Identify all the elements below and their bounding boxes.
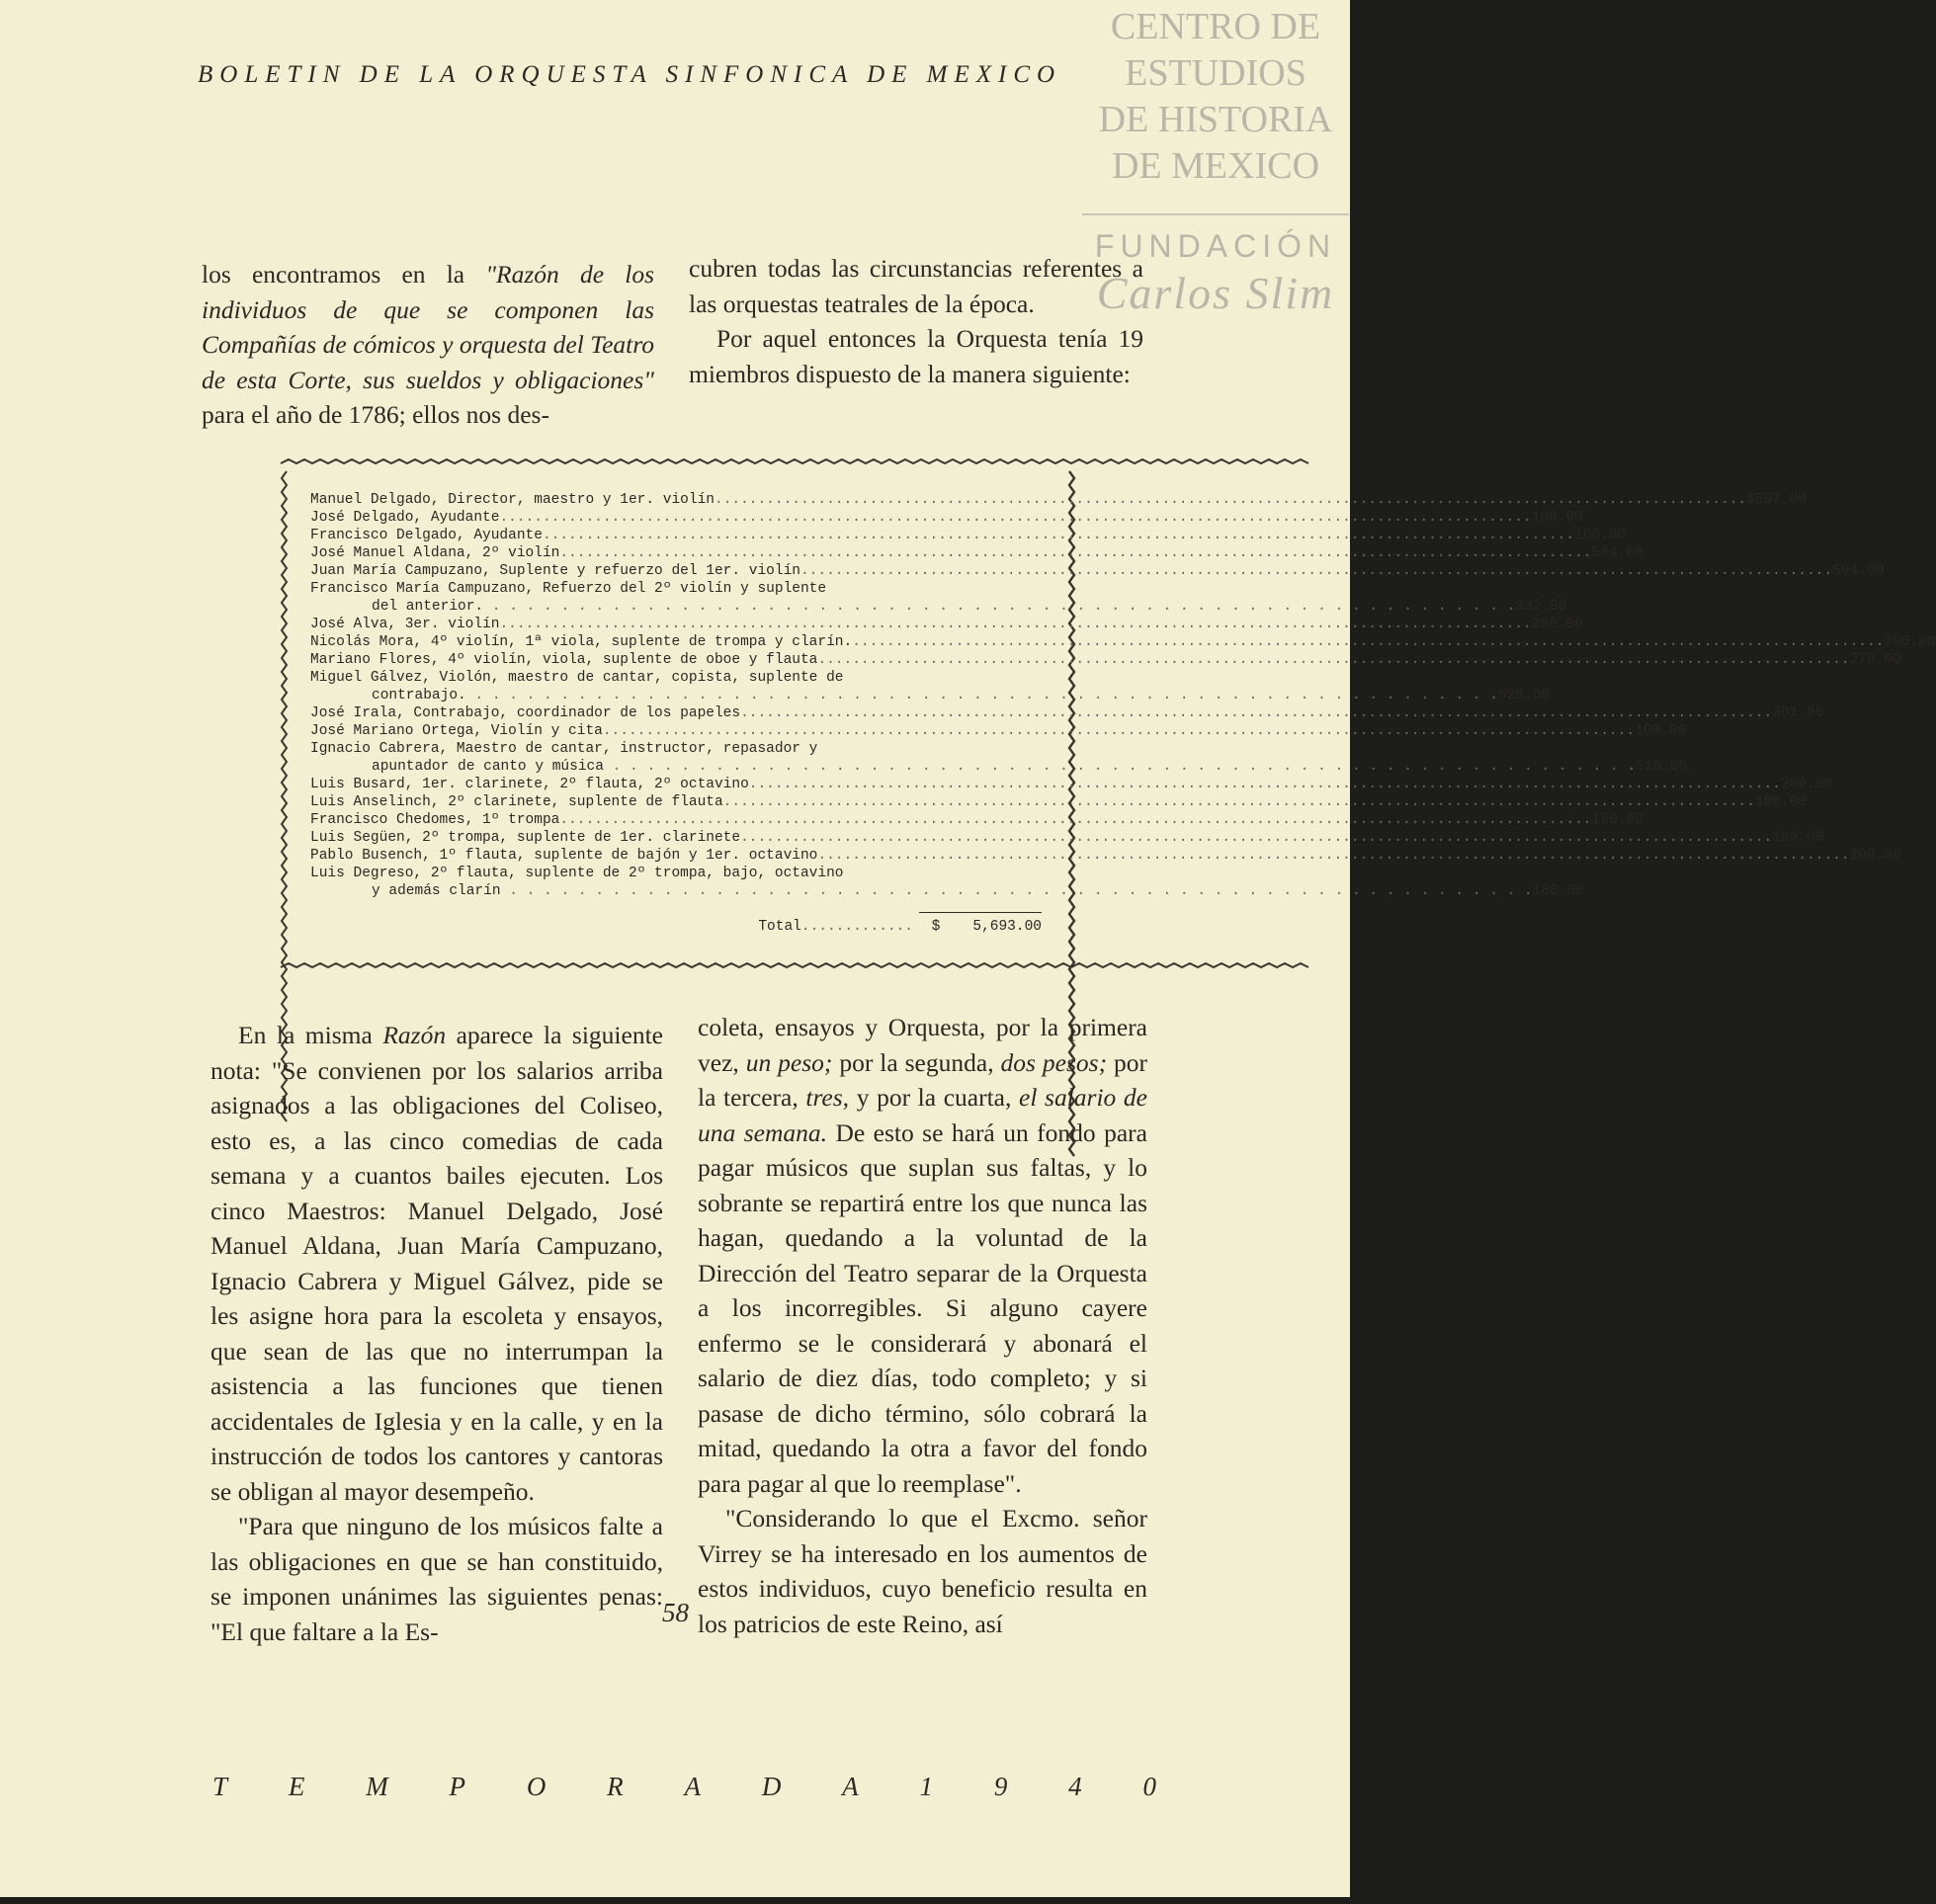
member-name: Francisco Delgado, Ayudante........................................................................................................................ xyxy=(310,528,1575,543)
table-row xyxy=(310,669,1551,704)
salary-amount: 200.00 xyxy=(1780,777,1833,792)
salary-amount: 180.00 xyxy=(1754,794,1808,810)
salary-table-box xyxy=(277,452,1936,977)
salary-amount: 597.00 xyxy=(1754,492,1808,508)
member-name: José Manuel Aldana, 2º violín........................................................................................................................ xyxy=(310,545,1592,561)
column-top-right xyxy=(689,251,1143,391)
member-name: Juan María Campuzano, Suplente y refuerzo del 1er. violín........................................................................................................................ xyxy=(310,563,1833,579)
member-name: Francisco María Campuzano, Refuerzo del 2º violín y suplente del anterior. . . . . . . . . . . . . . . . . . . . . . . . . . . . . . . . . . . . . . . . . . . . . . . . . . . . . . . . . . . . . xyxy=(310,581,1516,615)
watermark-line: DE HISTORIA xyxy=(1098,99,1333,140)
running-header: BOLETIN DE LA ORQUESTA SINFONICA DE MEXICO xyxy=(198,61,1062,88)
table-row xyxy=(310,722,1687,740)
table-row xyxy=(310,811,1643,829)
salary-amount: 100.00 xyxy=(1635,723,1687,739)
member-name: José Mariano Ortega, Violín y cita........................................................................................................................ xyxy=(310,723,1636,739)
table-row xyxy=(310,704,1824,722)
footer-letter: O xyxy=(526,1772,547,1801)
total-row xyxy=(310,918,1042,936)
table-row xyxy=(310,491,1808,509)
salary-amount: 528.00 xyxy=(1497,688,1551,704)
footer-letter: D xyxy=(761,1772,782,1801)
paragraph: los encontramos en la "Razón de los individuos de que se componen las Compañías de cómicos y orquesta del Teatro de esta Corte, sus sueldos y obligaciones" para el año de 1786; ellos nos des- xyxy=(202,260,654,429)
currency-sign: $ xyxy=(931,919,941,935)
member-name: José Delgado, Ayudante........................................................................................................................ xyxy=(310,510,1532,526)
total-label: Total............. xyxy=(758,919,913,935)
total-amount: 5,693.00 xyxy=(972,919,1042,935)
footer-letter: E xyxy=(288,1772,305,1801)
salary-amount: 290.00 xyxy=(1884,634,1936,650)
table-row xyxy=(310,616,1583,633)
salary-amount: 518.00 xyxy=(1636,759,1688,775)
paragraph: En la misma Razón aparece la siguiente nota: "Se convienen por los salarios arriba asignados a las obligaciones del Coliseo, esto es, a las cinco comedias de cada semana y a cuantos bailes ejecuten. Los cinco Maestros: Manuel Delgado, José Manuel Aldana, Juan María Campuzano, Ignacio Cabrera y Miguel Gálvez, pide se les asigne hora para la escoleta y ensayos, que sean de las que no interrumpan la asistencia a las funciones que tienen accidentales de Iglesia y en la calle, y en la instrucción de todos los cantores y cantoras se obligan al mayor desempeño. xyxy=(210,1021,663,1506)
footer-letter: 1 xyxy=(919,1772,933,1801)
watermark-signature: Carlos Slim xyxy=(1096,268,1335,318)
footer-letter: M xyxy=(366,1772,388,1801)
watermark-line: CENTRO DE xyxy=(1110,6,1321,47)
salary-amount: 180.00 xyxy=(1532,883,1584,899)
paragraph: coleta, ensayos y Orquesta, por la primera vez, un peso; por la segunda, dos pesos; por la tercera, tres, y por la cuarta, el salario de una semana. De esto se hará un fondo para pagar músicos que suplan sus faltas, y lo sobrante se repartirá entre los que nunca las hagan, quedando a la voluntad de la Dirección del Teatro separar de la Orquesta a los incorregibles. Si alguno cayere enfermo se le considerará y abonará el salario de diez días, todo completo; y si pasase de dicho término, sólo cobrará la mitad, quedando la otra a favor del fondo para pagar al que lo reemplase". xyxy=(698,1013,1147,1498)
watermark-line: ESTUDIOS xyxy=(1125,52,1306,94)
member-name: Pablo Busench, 1º flauta, suplente de bajón y 1er. octavino........................................................................................................................ xyxy=(310,848,1850,864)
member-name: Luis Busard, 1er. clarinete, 2º flauta, 2º octavino........................................................................................................................ xyxy=(310,777,1781,792)
member-name: Luis Anselinch, 2º clarinete, suplente de flauta........................................................................................................................ xyxy=(310,794,1755,810)
salary-amount: 100.00 xyxy=(1531,510,1583,526)
member-name: Luis Següen, 2º trompa, suplente de 1er. clarinete........................................................................................................................ xyxy=(310,830,1773,846)
table-row xyxy=(310,651,1901,669)
footer-letter: A xyxy=(684,1772,701,1801)
member-name: Francisco Chedomes, 1º trompa........................................................................................................................ xyxy=(310,812,1592,828)
paragraph: cubren todas las circunstancias referentes a las orquestas teatrales de la época. xyxy=(689,254,1143,318)
salary-amount: 544.00 xyxy=(1591,545,1643,561)
salary-amount: 180.00 xyxy=(1772,830,1824,846)
page-number: 58 xyxy=(662,1598,689,1627)
table-row xyxy=(310,633,1936,651)
column-bottom-left xyxy=(210,1018,663,1649)
footer-letter: 0 xyxy=(1142,1772,1156,1801)
salary-table xyxy=(310,491,1936,936)
salary-amount: 290.00 xyxy=(1531,617,1583,632)
footer-letter: R xyxy=(607,1772,624,1801)
running-footer xyxy=(212,1772,1156,1802)
paragraph: "Considerando lo que el Excmo. señor Virrey se ha interesado en los aumentos de estos individuos, cuyo beneficio resulta en los patricios de este Reino, así xyxy=(698,1504,1147,1638)
salary-amount: 100.00 xyxy=(1574,528,1627,543)
member-name: Luis Degreso, 2º flauta, suplente de 2º trompa, bajo, octavino y además clarín . . . . . . . . . . . . . . . . . . . . . . . . . . . . . . . . . . . . . . . . . . . . . . . . . . . . . . . . . . . . xyxy=(310,866,1533,899)
member-name: Mariano Flores, 4º violín, viola, suplente de oboe y flauta........................................................................................................................ xyxy=(310,652,1850,668)
watermark-line: DE MEXICO xyxy=(1111,145,1320,187)
table-row xyxy=(310,829,1824,847)
member-name: Miguel Gálvez, Violón, maestro de cantar, copista, suplente de contrabajo. . . . . . . . . . . . . . . . . . . . . . . . . . . . . . . . . . . . . . . . . . . . . . . . . . . . . . . . . . . . . xyxy=(310,670,1498,704)
paragraph: Por aquel entonces la Orquesta tenía 19 miembros dispuesto de la manera siguiente: xyxy=(689,324,1143,388)
table-row xyxy=(310,580,1567,616)
footer-letter: P xyxy=(449,1772,466,1801)
column-bottom-right xyxy=(698,1010,1147,1641)
table-row xyxy=(310,793,1808,811)
table-row xyxy=(310,776,1833,793)
footer-letter: A xyxy=(842,1772,859,1801)
member-name: Nicolás Mora, 4º violín, 1ª viola, suplente de trompa y clarín......................................................................................................................... xyxy=(310,634,1885,650)
salary-amount: 180.00 xyxy=(1591,812,1643,828)
salary-amount: 200.00 xyxy=(1849,848,1901,864)
footer-letter: T xyxy=(212,1772,228,1801)
member-name: Manuel Delgado, Director, maestro y 1er. violín........................................................................................................................ xyxy=(310,492,1747,508)
salary-amount: 332.00 xyxy=(1515,599,1567,615)
table-row xyxy=(310,562,1885,580)
salary-amount: 594.00 xyxy=(1832,563,1885,579)
member-name: José Irala, Contrabajo, coordinador de los papeles........................................................................................................................ xyxy=(310,705,1773,721)
table-row xyxy=(310,544,1643,562)
table-row xyxy=(310,847,1901,865)
salary-amount: 301.00 xyxy=(1772,705,1824,721)
table-row xyxy=(310,740,1688,776)
footer-letter: 9 xyxy=(993,1772,1008,1801)
currency-sign: $ xyxy=(1746,492,1755,508)
table-row xyxy=(310,865,1584,900)
footer-letter: 4 xyxy=(1068,1772,1082,1801)
total-rule xyxy=(919,912,1042,913)
table-row xyxy=(310,509,1583,527)
paragraph: "Para que ninguno de los músicos falte a las obligaciones en que se han constituido, se imponen unánimes las siguientes penas: "El que faltare a la Es- xyxy=(210,1512,663,1646)
salary-amount: 279.00 xyxy=(1849,652,1901,668)
member-name: José Alva, 3er. violín........................................................................................................................ xyxy=(310,617,1532,632)
member-name: Ignacio Cabrera, Maestro de cantar, instructor, repasador y apuntador de canto y música . . . . . . . . . . . . . . . . . . . . . . . . . . . . . . . . . . . . . . . . . . . . . . . . . . . . . . . . . . . . xyxy=(310,741,1637,775)
column-top-left xyxy=(202,257,654,433)
table-row xyxy=(310,527,1627,544)
watermark-foundation: FUNDACIÓN xyxy=(1082,213,1349,270)
